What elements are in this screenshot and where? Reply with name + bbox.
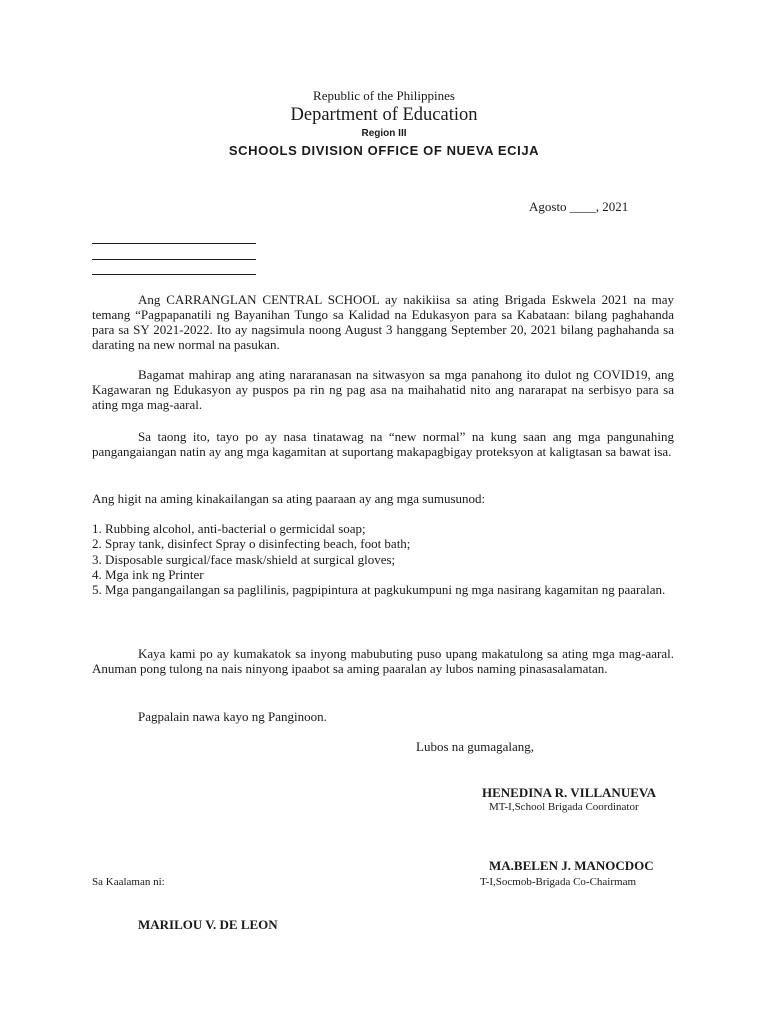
body-paragraph-1 [92, 292, 674, 352]
body-paragraph-3-text: Sa taong ito, tayo po ay nasa tinatawag na “new normal” na kung saan ang mga pangunahing pangangaiangan natin ay ang mga kagamitan at suportang makapagbigay proteksyon at kaligtasan sa bawat isa. [92, 429, 674, 459]
list-item: 5. Mga pangangailangan sa paglilinis, pagpipintura at pagkukumpuni ng mga nasirang kagamitan ng paaralan. [92, 582, 666, 598]
body-paragraph-1-text: Ang CARRANGLAN CENTRAL SCHOOL ay nakikiisa sa ating Brigada Eskwela 2021 na may temang “Pagpapanatili ng Bayanihan Tungo sa Kalidad na Edukasyon para sa Kabataan: bilang paghahanda para sa SY 2021-2022. Ito ay nagsimula noong August 3 hanggang September 20, 2021 bilang paghahanda sa darating na new normal na pasukan. [92, 292, 674, 352]
signatory-1-title: MT-I,School Brigada Coordinator [489, 801, 639, 813]
body-paragraph-5 [92, 646, 674, 676]
department-title: Department of Education [290, 105, 478, 125]
signatory-1-name: HENEDINA R. VILLANUEVA [482, 785, 656, 800]
region-line: Region III [361, 128, 407, 139]
list-item: 4. Mga ink ng Printer [92, 566, 204, 582]
recipient-blank-2 [92, 259, 256, 260]
recipient-blank-1 [92, 243, 256, 244]
signatory-2-name: MA.BELEN J. MANOCDOC [489, 858, 654, 873]
signatory-3-name: MARILOU V. DE LEON [138, 917, 278, 932]
recipient-blank-3 [92, 274, 256, 275]
republic-line: Republic of the Philippines [313, 88, 455, 103]
needs-intro: Ang higit na aming kinakailangan sa ating paaraan ay ang mga sumusunod: [92, 491, 486, 506]
closing-line: Lubos na gumagalang, [416, 739, 535, 754]
body-paragraph-2 [92, 367, 674, 412]
list-item: 1. Rubbing alcohol, anti-bacterial o germicidal soap; [92, 521, 366, 536]
body-paragraph-3 [92, 429, 674, 459]
date-line: Agosto ____, 2021 [529, 199, 629, 214]
noted-label: Sa Kaalaman ni: [92, 876, 165, 888]
list-item: 3. Disposable surgical/face mask/shield at surgical gloves; [92, 551, 396, 567]
blessing-line: Pagpalain nawa kayo ng Panginoon. [138, 709, 327, 724]
body-paragraph-2-text: Bagamat mahirap ang ating nararanasan na sitwasyon sa mga panahong ito dulot ng COVID19, ang Kagawaran ng Edukasyon ay puspos pa rin ng pag asa na maihahatid nito ang nararapat na serbisyo para sa ating mga mag-aaral. [92, 367, 674, 412]
needs-list [92, 521, 674, 597]
body-paragraph-5-text: Kaya kami po ay kumakatok sa inyong mabubuting puso upang makatulong sa ating mga mag-aaral. Anuman pong tulong na nais ninyong ipaabot sa aming paaralan ay lubos naming pinasasalamatan. [92, 646, 674, 676]
list-item: 2. Spray tank, disinfect Spray o disinfecting beach, foot bath; [92, 536, 411, 552]
signatory-2-title: T-I,Socmob-Brigada Co-Chairmam [480, 876, 637, 888]
division-line: SCHOOLS DIVISION OFFICE OF NUEVA ECIJA [228, 143, 540, 158]
